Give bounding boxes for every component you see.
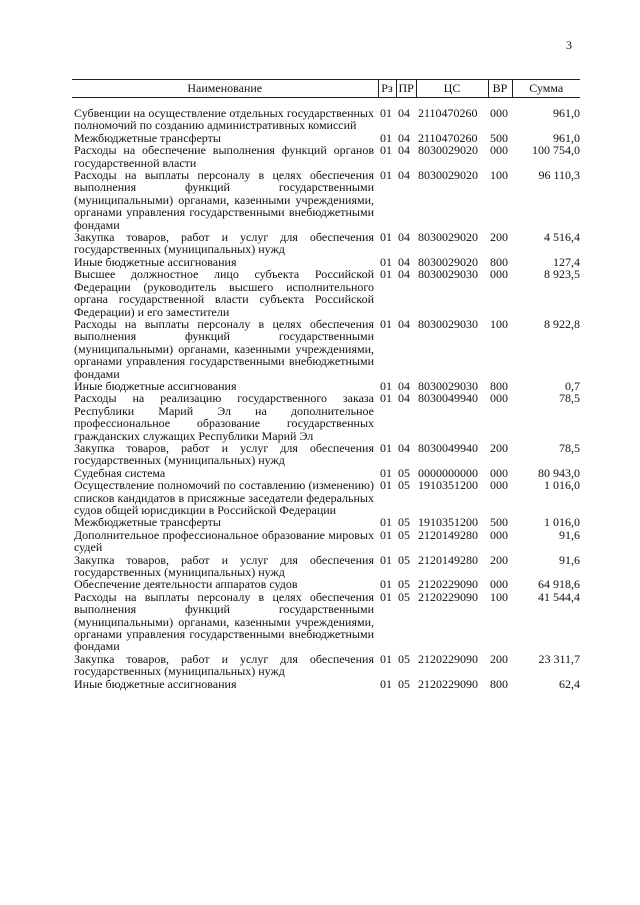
row-rz: 01 — [380, 515, 392, 530]
row-vr: 200 — [490, 440, 508, 455]
row-cs: 2120149280 — [418, 552, 478, 567]
row-cs: 2120229090 — [418, 651, 478, 666]
row-pr: 05 — [398, 515, 410, 530]
row-pr: 04 — [398, 106, 410, 120]
row-rz: 01 — [380, 130, 392, 145]
row-vr: 000 — [490, 143, 508, 158]
row-pr: 04 — [398, 316, 410, 331]
row-pr: 05 — [398, 478, 410, 493]
row-amount: 961,0 — [553, 106, 580, 120]
row-rz: 01 — [380, 267, 392, 282]
row-amount: 4 516,4 — [544, 230, 580, 245]
table-row — [72, 529, 580, 554]
row-cs: 8030029020 — [418, 168, 478, 183]
row-name: Иные бюджетные ассигнования — [74, 254, 237, 269]
row-name: Высшее должностное лицо субъекта Российской Федерации (руководитель высшего исполнительного органа государственной власти субъекта Российской Федерации) и его заместители — [74, 267, 374, 319]
header-cs: ЦС — [416, 80, 488, 98]
row-cs: 8030049940 — [418, 391, 478, 406]
row-rz: 01 — [380, 589, 392, 604]
row-vr: 000 — [490, 106, 508, 120]
row-name: Расходы на выплаты персоналу в целях обеспечения выполнения функций государственными (муниципальными) органами, казенными учреждениями, органами управления государственными внебюджетными фондами — [74, 589, 374, 654]
header-rz: Рз — [378, 80, 396, 98]
row-rz: 01 — [380, 230, 392, 245]
row-cs: 8030029020 — [418, 143, 478, 158]
table-header-row — [72, 80, 580, 98]
header-amount: Сумма — [512, 80, 580, 98]
row-pr: 04 — [398, 230, 410, 245]
row-rz: 01 — [380, 316, 392, 331]
row-name: Закупка товаров, работ и услуг для обеспечения государственных (муниципальных) нужд — [74, 440, 374, 468]
row-vr: 000 — [490, 527, 508, 542]
table-row — [72, 268, 580, 318]
row-cs: 1910351200 — [418, 515, 478, 530]
header-vr: ВР — [488, 80, 512, 98]
row-amount: 1 016,0 — [544, 478, 580, 493]
row-pr: 05 — [398, 651, 410, 666]
row-rz: 01 — [380, 143, 392, 158]
table-row — [72, 479, 580, 516]
row-cs: 1910351200 — [418, 478, 478, 493]
row-amount: 127,4 — [553, 254, 580, 269]
row-name: Расходы на реализацию государственного заказа Республики Марий Эл на дополнительное профессиональное образование государственных гражданских служащих Республики Марий Эл — [74, 391, 374, 443]
header-name: Наименование — [72, 80, 378, 98]
row-vr: 000 — [490, 577, 508, 592]
row-name: Иные бюджетные ассигнования — [74, 378, 237, 393]
row-cs: 8030049940 — [418, 440, 478, 455]
row-name: Дополнительное профессиональное образование мировых судей — [74, 527, 374, 555]
row-cs: 8030029030 — [418, 316, 478, 331]
row-amount: 91,6 — [559, 527, 580, 542]
row-pr: 05 — [398, 589, 410, 604]
table-row — [72, 107, 580, 132]
row-pr: 05 — [398, 676, 410, 691]
row-pr: 05 — [398, 577, 410, 592]
row-name: Закупка товаров, работ и услуг для обеспечения государственных (муниципальных) нужд — [74, 230, 374, 257]
header-pr: ПР — [396, 80, 416, 98]
row-cs: 8030029020 — [418, 254, 478, 269]
row-name: Иные бюджетные ассигнования — [74, 676, 237, 691]
row-rz: 01 — [380, 552, 392, 567]
row-amount: 64 918,6 — [538, 577, 580, 592]
budget-table — [72, 79, 580, 690]
row-rz: 01 — [380, 254, 392, 269]
row-amount: 41 544,4 — [538, 589, 580, 604]
row-rz: 01 — [380, 391, 392, 406]
row-vr: 200 — [490, 230, 508, 245]
row-rz: 01 — [380, 651, 392, 666]
row-rz: 01 — [380, 440, 392, 455]
row-vr: 800 — [490, 254, 508, 269]
row-pr: 04 — [398, 440, 410, 455]
row-cs: 2110470260 — [418, 130, 478, 145]
row-amount: 96 110,3 — [538, 168, 580, 183]
row-amount: 1 016,0 — [544, 515, 580, 530]
row-name: Судебная система — [74, 465, 166, 480]
row-name: Расходы на выплаты персоналу в целях обеспечения выполнения функций государственными (муниципальными) органами, казенными учреждениями, органами управления государственными внебюджетными фондами — [74, 316, 374, 381]
table-row — [72, 516, 580, 528]
row-vr: 500 — [490, 130, 508, 145]
table-row — [72, 578, 580, 590]
row-vr: 800 — [490, 378, 508, 393]
page-number: 3 — [566, 38, 572, 52]
row-vr: 200 — [490, 651, 508, 666]
row-pr: 04 — [398, 143, 410, 158]
row-name: Межбюджетные трансферты — [74, 515, 221, 530]
row-amount: 23 311,7 — [538, 651, 580, 666]
row-amount: 100 754,0 — [532, 143, 580, 158]
table-row — [72, 231, 580, 256]
row-amount: 8 923,5 — [544, 267, 580, 282]
row-amount: 62,4 — [559, 676, 580, 691]
row-cs: 8030029030 — [418, 378, 478, 393]
row-vr: 000 — [490, 267, 508, 282]
table-row — [72, 678, 580, 690]
row-cs: 0000000000 — [418, 465, 478, 480]
row-vr: 500 — [490, 515, 508, 530]
row-vr: 000 — [490, 391, 508, 406]
row-vr: 100 — [490, 589, 508, 604]
row-cs: 8030029030 — [418, 267, 478, 282]
row-pr: 04 — [398, 267, 410, 282]
row-vr: 100 — [490, 316, 508, 331]
row-pr: 04 — [398, 254, 410, 269]
table-row — [72, 591, 580, 653]
table-row — [72, 392, 580, 442]
row-vr: 000 — [490, 465, 508, 480]
row-amount: 8 922,8 — [544, 316, 580, 331]
row-cs: 2120229090 — [418, 676, 478, 691]
row-rz: 01 — [380, 465, 392, 480]
row-cs: 2120229090 — [418, 589, 478, 604]
table-row — [72, 442, 580, 467]
row-vr: 200 — [490, 552, 508, 567]
row-pr: 05 — [398, 465, 410, 480]
table-body — [72, 98, 580, 691]
table-row — [72, 318, 580, 380]
row-name: Субвенции на осуществление отдельных государственных полномочий по созданию административных комиссий — [74, 106, 374, 133]
row-rz: 01 — [380, 478, 392, 493]
row-rz: 01 — [380, 106, 392, 120]
row-rz: 01 — [380, 676, 392, 691]
row-rz: 01 — [380, 577, 392, 592]
row-rz: 01 — [380, 168, 392, 183]
row-name: Межбюджетные трансферты — [74, 130, 221, 145]
row-name: Обеспечение деятельности аппаратов судов — [74, 577, 298, 592]
row-amount: 78,5 — [559, 440, 580, 455]
row-name: Закупка товаров, работ и услуг для обеспечения государственных (муниципальных) нужд — [74, 552, 374, 580]
row-vr: 800 — [490, 676, 508, 691]
row-pr: 05 — [398, 552, 410, 567]
row-amount: 0,7 — [565, 378, 580, 393]
row-pr: 05 — [398, 527, 410, 542]
row-cs: 8030029020 — [418, 230, 478, 245]
row-amount: 91,6 — [559, 552, 580, 567]
table-row — [72, 169, 580, 231]
row-name: Расходы на выплаты персоналу в целях обеспечения выполнения функций государственными (муниципальными) органами, казенными учреждениями, органами управления государственными внебюджетными фондами — [74, 168, 374, 232]
row-rz: 01 — [380, 527, 392, 542]
row-rz: 01 — [380, 378, 392, 393]
table-row — [72, 554, 580, 579]
row-pr: 04 — [398, 378, 410, 393]
row-pr: 04 — [398, 391, 410, 406]
row-amount: 961,0 — [553, 130, 580, 145]
row-vr: 100 — [490, 168, 508, 183]
table-row — [72, 653, 580, 678]
row-vr: 000 — [490, 478, 508, 493]
row-cs: 2110470260 — [418, 106, 478, 120]
row-cs: 2120229090 — [418, 577, 478, 592]
row-pr: 04 — [398, 130, 410, 145]
row-cs: 2120149280 — [418, 527, 478, 542]
row-name: Расходы на обеспечение выполнения функций органов государственной власти — [74, 143, 374, 170]
row-amount: 80 943,0 — [538, 465, 580, 480]
table-row — [72, 144, 580, 169]
row-pr: 04 — [398, 168, 410, 183]
row-name: Закупка товаров, работ и услуг для обеспечения государственных (муниципальных) нужд — [74, 651, 374, 679]
row-name: Осуществление полномочий по составлению (изменению) списков кандидатов в присяжные заседатели федеральных судов общей юрисдикции в Российской Федерации — [74, 478, 374, 517]
row-amount: 78,5 — [559, 391, 580, 406]
